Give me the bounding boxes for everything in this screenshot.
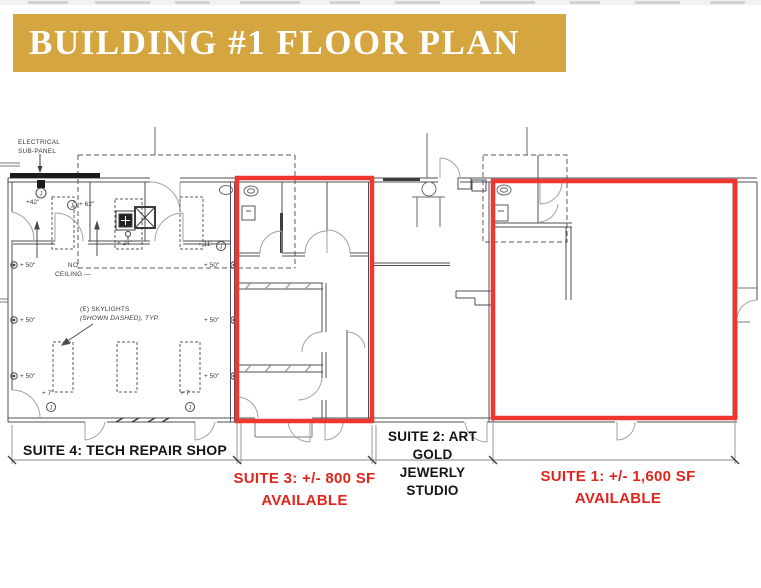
electrical-panel-symbol <box>10 154 100 188</box>
svg-text:J: J <box>219 244 223 251</box>
plan-dimension-label: + 7' <box>42 390 53 397</box>
plan-dimension-label: + 24" <box>117 240 133 247</box>
suite-1-outline <box>493 181 735 418</box>
electrical-panel-note: ELECTRICAL SUB-PANEL <box>18 139 61 155</box>
suite-3-outline <box>237 178 372 421</box>
svg-text:J: J <box>49 405 53 412</box>
plan-dimension-label: + 50" <box>20 317 36 324</box>
suite-1-availability-label: SUITE 1: +/- 1,600 SF AVAILABLE <box>540 468 696 507</box>
toilet-symbol <box>497 185 511 195</box>
plan-dimension-label: + 7' <box>180 390 191 397</box>
plan-dimension-label: + 62" <box>79 201 95 208</box>
svg-text:J: J <box>70 203 74 210</box>
skylights-note: (E) SKYLIGHTS (SHOWN DASHED), TYP. <box>80 306 160 322</box>
page-title: BUILDING #1 FLOOR PLAN <box>29 23 520 62</box>
suite-3-availability-label: SUITE 3: +/- 800 SF AVAILABLE <box>233 470 376 509</box>
no-ceiling-note: NO CEILING — <box>54 262 92 278</box>
plan-dimension-label: + 11' <box>198 241 212 248</box>
plan-dimension-label: + 50" <box>204 262 220 269</box>
sink-symbol <box>242 206 255 220</box>
suite-2-label: SUITE 2: ART GOLD JEWERLY STUDIO <box>388 429 477 498</box>
plan-dimension-label: + 50" <box>204 317 220 324</box>
svg-text:J: J <box>39 191 43 198</box>
plan-dimension-label: +42" <box>26 199 40 206</box>
plan-dimension-label: + 50" <box>20 262 36 269</box>
toilet-symbol <box>244 186 258 196</box>
svg-text:J: J <box>188 405 192 412</box>
sink-symbol <box>494 205 508 221</box>
suite-4-label: SUITE 4: TECH REPAIR SHOP <box>23 442 227 458</box>
plan-dimension-label: + 50" <box>204 373 220 380</box>
plan-dimension-label: + 50" <box>20 373 36 380</box>
